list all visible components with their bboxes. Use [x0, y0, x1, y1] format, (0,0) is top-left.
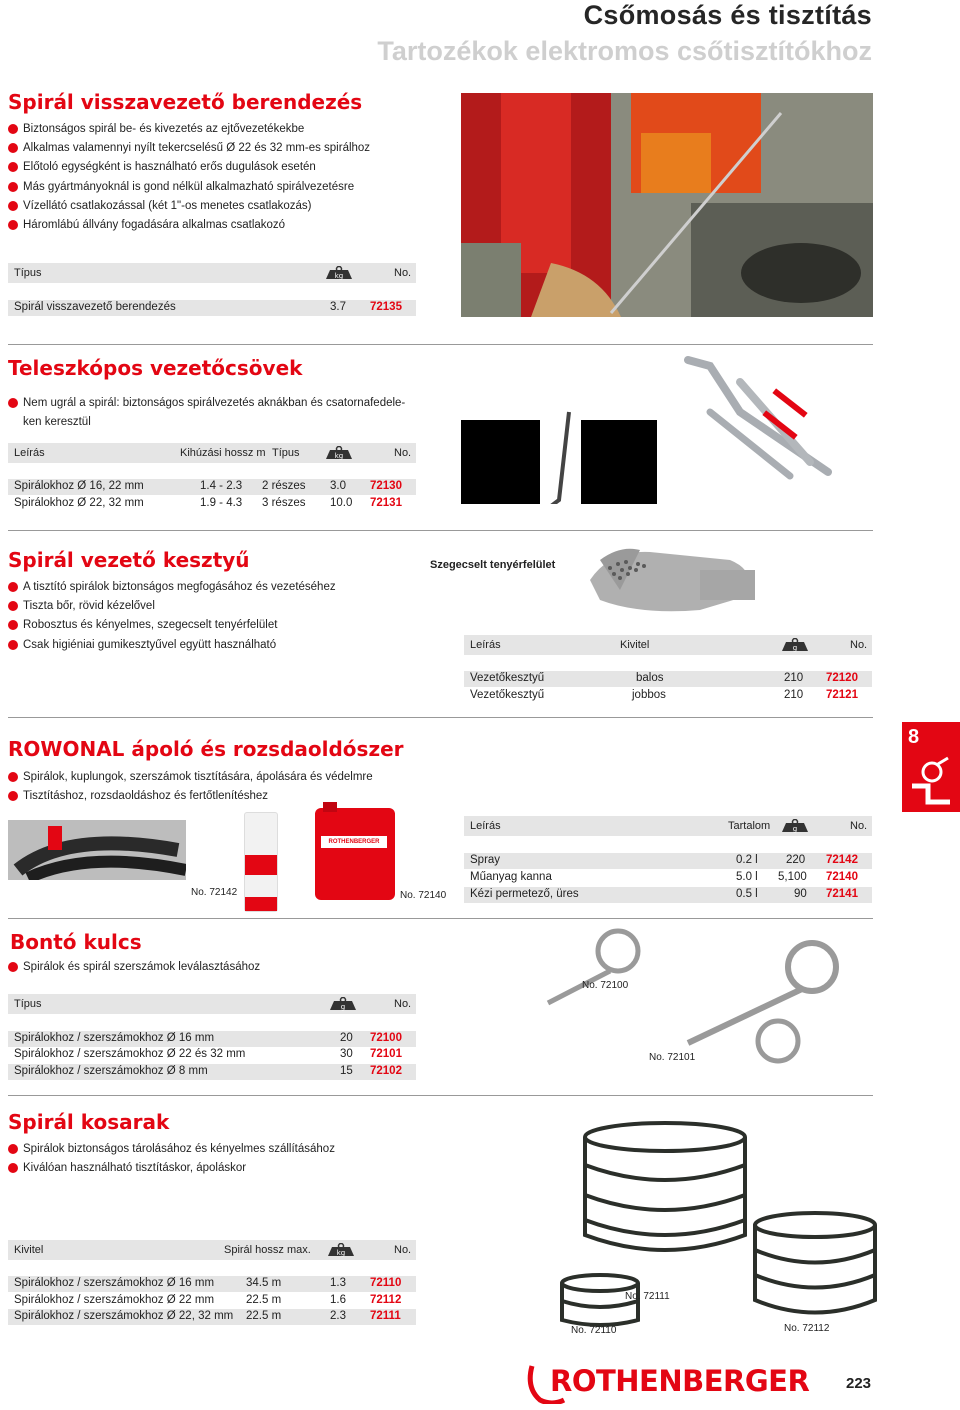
weight-icon [326, 997, 360, 1012]
cell-weight: 220 [786, 854, 806, 866]
column-header: Tartalom [728, 820, 771, 832]
section-title-key: Bontó kulcs [10, 930, 142, 954]
table-row [8, 496, 416, 512]
table-header [8, 994, 416, 1014]
svg-text:kg: kg [334, 452, 344, 460]
column-header: Típus [14, 998, 42, 1010]
bullet-item-continued [8, 413, 405, 432]
cell-description: Spirál visszavezető berendezés [14, 301, 176, 313]
table-row [8, 1047, 416, 1063]
bullet-list [8, 958, 260, 977]
cell-description: Kézi permetező, üres [470, 888, 579, 900]
section-title-spiral-return: Spirál visszavezető berendezés [8, 90, 363, 114]
cell-article-no: 72130 [370, 480, 402, 492]
bullet-list [8, 578, 336, 655]
cell-weight: 90 [794, 888, 807, 900]
bullet-list [8, 1140, 335, 1178]
caption-key-72100: No. 72100 [582, 980, 629, 991]
column-header: Kihúzási hossz m [180, 447, 266, 459]
weight-icon [322, 446, 356, 461]
table-header [8, 443, 416, 463]
bullet-item: Spirálok és spirál szerszámok leválasztásához [8, 958, 260, 977]
table-row [8, 300, 416, 316]
cell-article-no: 72101 [370, 1048, 402, 1060]
cell-description: Spirálokhoz / szerszámokhoz Ø 8 mm [14, 1065, 208, 1077]
product-photo-spiral-return [461, 93, 873, 317]
chapter-number: 8 [908, 726, 920, 748]
cell-article-no: 72110 [370, 1277, 402, 1289]
bullet-item: Robosztus és kényelmes, szegecselt tenyérfelület [8, 616, 336, 635]
page-number: 223 [846, 1375, 872, 1392]
cell-article-no: 72140 [826, 871, 858, 883]
cell-description: Spirálokhoz / szerszámokhoz Ø 16 mm [14, 1032, 215, 1044]
cell-weight: 15 [340, 1065, 353, 1077]
cell-variant: jobbos [632, 689, 666, 701]
column-header: Típus [14, 267, 42, 279]
table-header [8, 263, 416, 283]
spiral-baskets-photo [560, 1115, 880, 1330]
cell-weight: 3.0 [330, 480, 346, 492]
table-row [464, 853, 872, 869]
weight-icon [324, 1243, 358, 1258]
table-header [464, 635, 872, 655]
cell-weight: 5,100 [778, 871, 807, 883]
column-header: Leírás [14, 447, 45, 459]
table-row [464, 671, 872, 687]
table-row [8, 479, 416, 495]
cell-article-no: 72142 [826, 854, 858, 866]
bullet-item: Tisztításhoz, rozsdaoldáshoz és fertőtlenítéshez [8, 787, 373, 806]
caption-basket-72112: No. 72112 [784, 1323, 830, 1334]
cell-description: Spray [470, 854, 501, 866]
canister-label: ROTHENBERGER [321, 836, 387, 848]
cell-length: 1.9 - 4.3 [200, 497, 243, 509]
canister [315, 808, 395, 900]
cell-article-no: 72131 [370, 497, 402, 509]
cell-weight: 2.3 [330, 1310, 346, 1322]
divider [8, 530, 873, 531]
cell-article-no: 72141 [826, 888, 858, 900]
spray-can [244, 812, 278, 912]
chapter-tab [902, 722, 960, 812]
cell-type: 2 részes [262, 480, 306, 492]
logo-wordmark: ROTHENBERGER [550, 1364, 810, 1398]
cell-weight: 30 [340, 1048, 353, 1060]
bullet-item: Kiválóan használható tisztításkor, ápoláskor [8, 1159, 335, 1178]
bullet-item: Csak higiéniai gumikesztyűvel együtt használható [8, 636, 336, 655]
divider [8, 717, 873, 718]
column-header: No. [850, 820, 868, 832]
weight-icon [778, 819, 812, 834]
section-title-glove: Spirál vezető kesztyű [8, 548, 250, 572]
cell-description: Vezetőkesztyű [470, 672, 545, 684]
cell-description: Műanyag kanna [470, 871, 552, 883]
table-row [8, 1309, 416, 1325]
cell-weight: 1.6 [330, 1294, 346, 1306]
cell-description: Spirálokhoz Ø 16, 22 mm [14, 480, 144, 492]
section-title-baskets: Spirál kosarak [8, 1110, 170, 1134]
bullet-item: A tisztító spirálok biztonságos megfogásához és vezetéséhez [8, 578, 336, 597]
divider [8, 344, 873, 345]
bullet-item: Vízellátó csatlakozással (két 1"-os menetes csatlakozás) [8, 197, 370, 216]
page-subtitle: Tartozékok elektromos csőtisztítókhoz [377, 36, 872, 66]
cell-content: 0.5 l [736, 888, 758, 900]
column-header: No. [394, 998, 412, 1010]
spray-usage-photo [8, 820, 186, 880]
glove-photo [580, 540, 760, 620]
column-header: Leírás [470, 820, 501, 832]
column-header: No. [394, 1244, 412, 1256]
bullet-list [8, 394, 405, 432]
cell-weight: 1.3 [330, 1277, 346, 1289]
cell-length: 22.5 m [246, 1310, 282, 1322]
divider [8, 918, 873, 919]
column-header: Kivitel [14, 1244, 44, 1256]
bullet-continuation: ken keresztül [23, 416, 91, 429]
cell-weight: 210 [784, 672, 804, 684]
cell-description: Spirálokhoz Ø 22, 32 mm [14, 497, 144, 509]
weight-icon [778, 638, 812, 653]
cell-weight: 20 [340, 1032, 353, 1044]
table-row [8, 1276, 416, 1292]
section-title-telescopic: Teleszkópos vezetőcsövek [8, 356, 303, 380]
bullet-item: Spirálok, kuplungok, szerszámok tisztítására, ápolására és védelmre [8, 768, 373, 787]
cell-article-no: 72120 [826, 672, 858, 684]
cell-description: Spirálokhoz / szerszámokhoz Ø 22 és 32 mm [14, 1048, 246, 1060]
svg-text:g: g [792, 825, 798, 833]
separation-keys-photo [540, 925, 860, 1075]
caption-canister: No. 72140 [400, 890, 447, 901]
bullet-item: Biztonságos spirál be- és kivezetés az ejtővezetékekbe [8, 120, 370, 139]
column-header: Típus [272, 447, 300, 459]
cell-article-no: 72102 [370, 1065, 402, 1077]
cell-weight: 210 [784, 689, 804, 701]
table-header [8, 1240, 416, 1260]
table-row [464, 887, 872, 903]
page-title: Csőmosás és tisztítás [583, 0, 872, 30]
cell-weight: 3.7 [330, 301, 346, 313]
bullet-list [8, 120, 370, 235]
bullet-item: Más gyártmányoknál is gond nélkül alkalmazható spirálvezetésre [8, 178, 370, 197]
cell-article-no: 72100 [370, 1032, 402, 1044]
table-header [464, 816, 872, 836]
caption-spray: No. 72142 [191, 887, 238, 898]
svg-text:kg: kg [336, 1249, 346, 1257]
cell-content: 5.0 l [736, 871, 758, 883]
pipe-cleaning-icon [908, 756, 954, 806]
table-row [464, 870, 872, 886]
cell-length: 22.5 m [246, 1294, 282, 1306]
glove-caption: Szegecselt tenyérfelület [430, 559, 556, 571]
cell-description: Spirálokhoz / szerszámokhoz Ø 22, 32 mm [14, 1310, 234, 1322]
cell-type: 3 részes [262, 497, 306, 509]
svg-text:kg: kg [334, 272, 344, 280]
rothenberger-logo [524, 1360, 824, 1404]
cell-article-no: 72111 [370, 1310, 401, 1322]
cell-length: 34.5 m [246, 1277, 282, 1289]
column-header: Leírás [470, 639, 501, 651]
cell-length: 1.4 - 2.3 [200, 480, 243, 492]
column-header: No. [394, 267, 412, 279]
cell-weight: 10.0 [330, 497, 353, 509]
column-header: No. [394, 447, 412, 459]
table-row [8, 1293, 416, 1309]
cell-description: Spirálokhoz / szerszámokhoz Ø 22 mm [14, 1294, 215, 1306]
column-header: Spirál hossz max. [224, 1244, 311, 1256]
cell-article-no: 72112 [370, 1294, 402, 1306]
bullet-item: Alkalmas valamennyi nyílt tekercselésű Ø 22 és 32 mm-es spirálhoz [8, 139, 370, 158]
svg-text:g: g [792, 644, 798, 652]
caption-key-72101: No. 72101 [649, 1052, 696, 1063]
caption-basket-72111: No. 72111 [625, 1291, 670, 1302]
svg-text:g: g [340, 1003, 346, 1011]
cell-description: Spirálokhoz / szerszámokhoz Ø 16 mm [14, 1277, 215, 1289]
manhole-diagram [461, 410, 657, 504]
table-row [8, 1064, 416, 1080]
table-row [8, 1031, 416, 1047]
section-title-rowonal: ROWONAL ápoló és rozsdaoldószer [8, 737, 404, 761]
column-header: No. [850, 639, 868, 651]
weight-icon [322, 266, 356, 281]
column-header: Kivitel [620, 639, 650, 651]
table-row [464, 688, 872, 704]
divider [8, 1095, 873, 1096]
cell-content: 0.2 l [736, 854, 758, 866]
bullet-list [8, 768, 373, 806]
cell-description: Vezetőkesztyű [470, 689, 545, 701]
cell-variant: balos [636, 672, 664, 684]
bullet-item: Előtoló egységként is használható erős dugulások esetén [8, 158, 370, 177]
bullet-item: Háromlábú állvány fogadására alkalmas csatlakozó [8, 216, 370, 235]
cell-article-no: 72121 [826, 689, 858, 701]
bullet-item: Nem ugrál a spirál: biztonságos spirálvezetés aknákban és csatornafedele- [8, 394, 405, 413]
bullet-item: Tiszta bőr, rövid kézelővel [8, 597, 336, 616]
caption-basket-72110: No. 72110 [571, 1325, 617, 1336]
telescopic-tubes-photo [680, 352, 870, 482]
bullet-item: Spirálok biztonságos tárolásához és kényelmes szállításához [8, 1140, 335, 1159]
cell-article-no: 72135 [370, 301, 402, 313]
